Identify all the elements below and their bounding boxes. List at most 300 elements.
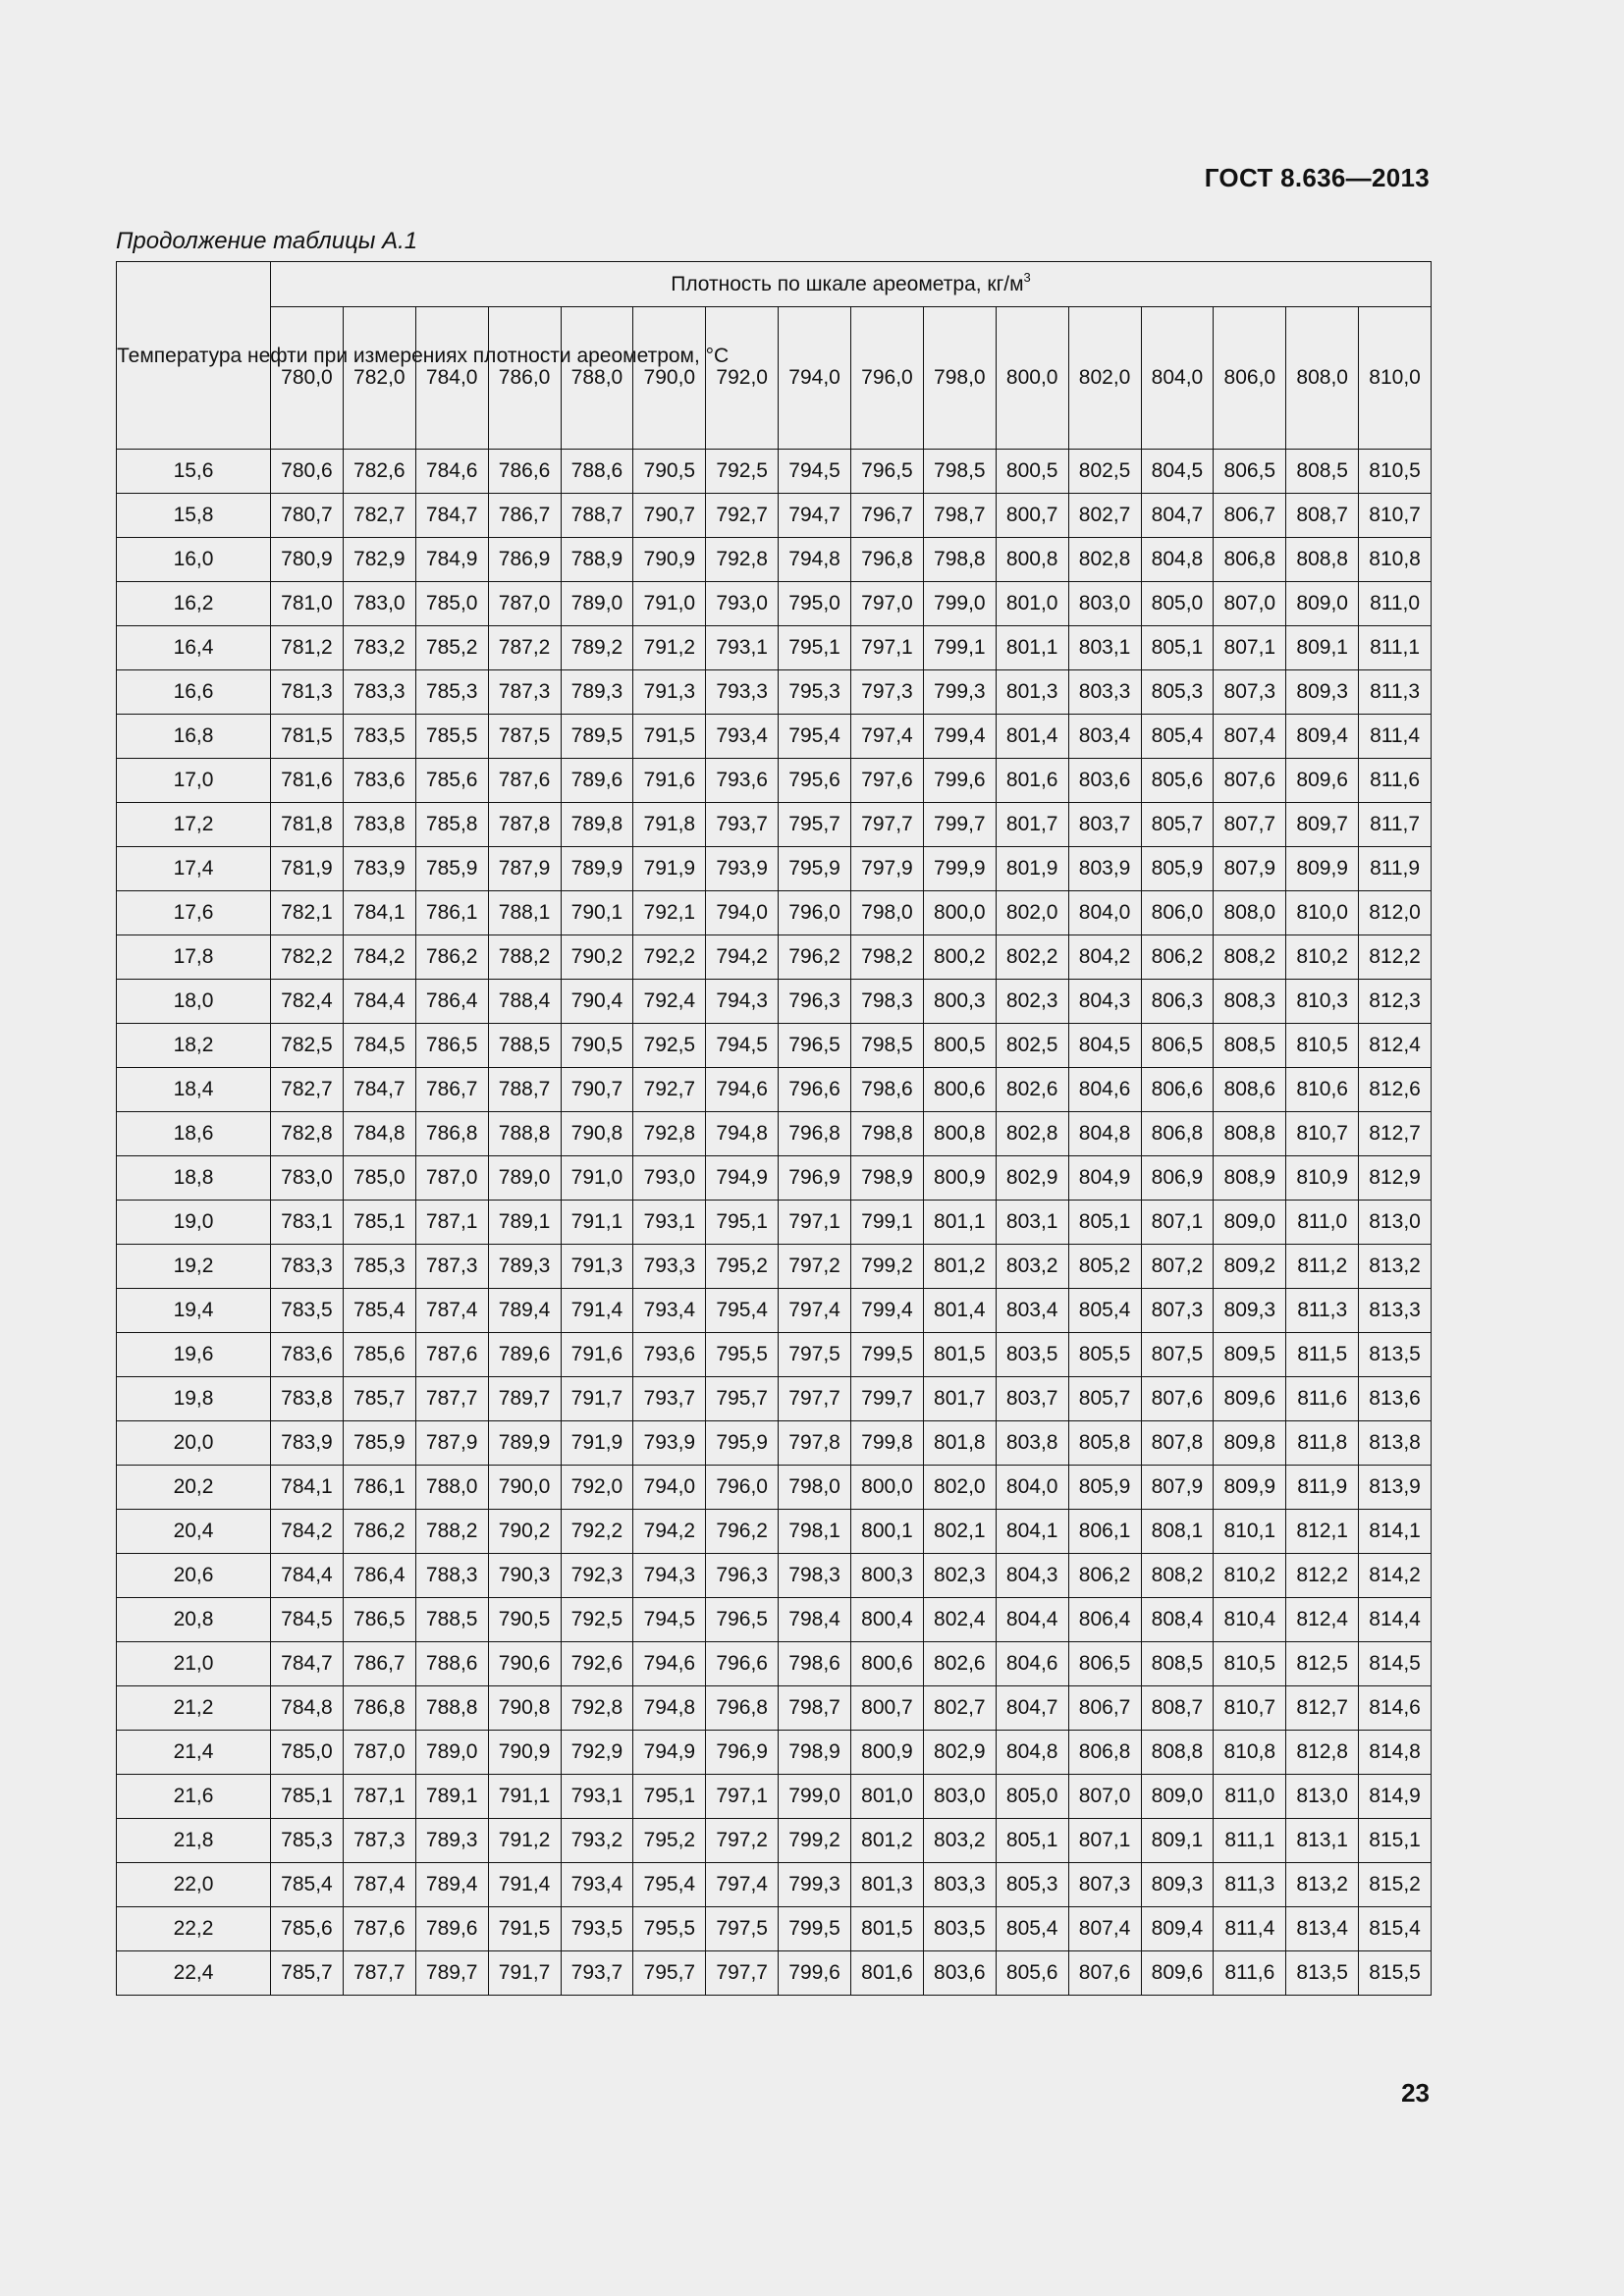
density-value-cell: 805,0: [996, 1775, 1068, 1819]
temperature-cell: 22,0: [117, 1863, 271, 1907]
density-value-cell: 797,7: [706, 1951, 779, 1996]
density-value-cell: 784,5: [343, 1024, 415, 1068]
density-value-cell: 805,7: [1141, 803, 1214, 847]
density-value-cell: 813,6: [1359, 1377, 1432, 1421]
density-value-cell: 798,6: [851, 1068, 924, 1112]
temperature-cell: 17,6: [117, 891, 271, 935]
density-value-cell: 798,1: [779, 1510, 851, 1554]
temperature-cell: 19,8: [117, 1377, 271, 1421]
density-value-cell: 797,7: [851, 803, 924, 847]
temperature-cell: 22,2: [117, 1907, 271, 1951]
density-value-cell: 795,4: [633, 1863, 706, 1907]
density-value-cell: 800,9: [851, 1731, 924, 1775]
table-row: [117, 450, 1432, 494]
density-value-cell: 804,8: [1068, 1112, 1141, 1156]
density-value-cell: 796,5: [851, 450, 924, 494]
density-value-cell: 788,1: [488, 891, 561, 935]
density-value-cell: 796,3: [779, 980, 851, 1024]
density-value-cell: 787,1: [343, 1775, 415, 1819]
density-value-cell: 803,6: [1068, 759, 1141, 803]
table-row: [117, 1112, 1432, 1156]
density-value-cell: 786,7: [415, 1068, 488, 1112]
density-value-cell: 800,6: [851, 1642, 924, 1686]
density-value-cell: 792,5: [706, 450, 779, 494]
density-value-cell: 807,6: [1141, 1377, 1214, 1421]
density-value-cell: 790,4: [561, 980, 633, 1024]
density-value-cell: 783,0: [343, 582, 415, 626]
density-value-cell: 792,3: [561, 1554, 633, 1598]
density-value-cell: 796,0: [706, 1466, 779, 1510]
density-value-cell: 789,8: [561, 803, 633, 847]
density-value-cell: 786,9: [488, 538, 561, 582]
density-value-cell: 805,4: [1068, 1289, 1141, 1333]
density-value-cell: 784,1: [271, 1466, 344, 1510]
density-value-cell: 782,2: [271, 935, 344, 980]
density-value-cell: 813,5: [1359, 1333, 1432, 1377]
density-value-cell: 795,2: [633, 1819, 706, 1863]
density-value-cell: 799,6: [923, 759, 996, 803]
density-value-cell: 809,0: [1214, 1201, 1286, 1245]
density-value-cell: 810,8: [1214, 1731, 1286, 1775]
density-value-cell: 785,0: [343, 1156, 415, 1201]
temperature-cell: 20,8: [117, 1598, 271, 1642]
density-value-cell: 797,4: [851, 715, 924, 759]
header-row-columns: [117, 307, 1432, 450]
density-value-cell: 781,6: [271, 759, 344, 803]
density-value-cell: 795,1: [706, 1201, 779, 1245]
table-row: [117, 1731, 1432, 1775]
table-row: [117, 1598, 1432, 1642]
density-value-cell: 781,0: [271, 582, 344, 626]
density-value-cell: 799,7: [923, 803, 996, 847]
density-value-cell: 789,6: [561, 759, 633, 803]
density-value-cell: 814,4: [1359, 1598, 1432, 1642]
density-value-cell: 793,3: [706, 670, 779, 715]
density-value-cell: 783,9: [343, 847, 415, 891]
density-value-cell: 806,8: [1214, 538, 1286, 582]
table-row: [117, 1642, 1432, 1686]
density-value-cell: 786,7: [343, 1642, 415, 1686]
density-value-cell: 789,3: [415, 1819, 488, 1863]
density-value-cell: 790,5: [561, 1024, 633, 1068]
table-caption: Продолжение таблицы А.1: [116, 228, 418, 254]
density-value-cell: 810,8: [1359, 538, 1432, 582]
density-value-cell: 786,7: [488, 494, 561, 538]
density-value-cell: 799,9: [923, 847, 996, 891]
density-value-cell: 809,6: [1141, 1951, 1214, 1996]
page-number: 23: [1401, 2078, 1430, 2108]
density-value-cell: 797,5: [779, 1333, 851, 1377]
density-value-cell: 784,1: [343, 891, 415, 935]
density-value-cell: 788,7: [488, 1068, 561, 1112]
density-value-cell: 801,2: [851, 1819, 924, 1863]
density-value-cell: 792,4: [633, 980, 706, 1024]
density-value-cell: 811,0: [1214, 1775, 1286, 1819]
density-value-cell: 788,6: [561, 450, 633, 494]
density-value-cell: 813,0: [1286, 1775, 1359, 1819]
density-column-header: 810,0: [1359, 307, 1432, 450]
density-value-cell: 791,3: [561, 1245, 633, 1289]
density-value-cell: 784,7: [415, 494, 488, 538]
density-value-cell: 803,1: [996, 1201, 1068, 1245]
density-value-cell: 794,6: [706, 1068, 779, 1112]
density-value-cell: 800,0: [923, 891, 996, 935]
density-value-cell: 797,1: [706, 1775, 779, 1819]
density-value-cell: 807,3: [1068, 1863, 1141, 1907]
density-value-cell: 811,9: [1286, 1466, 1359, 1510]
density-value-cell: 809,3: [1286, 670, 1359, 715]
density-value-cell: 796,9: [706, 1731, 779, 1775]
density-value-cell: 802,1: [923, 1510, 996, 1554]
density-value-cell: 785,1: [271, 1775, 344, 1819]
density-value-cell: 787,3: [343, 1819, 415, 1863]
density-value-cell: 812,4: [1286, 1598, 1359, 1642]
density-value-cell: 791,5: [633, 715, 706, 759]
density-value-cell: 799,5: [851, 1333, 924, 1377]
density-value-cell: 783,6: [343, 759, 415, 803]
density-value-cell: 809,6: [1286, 759, 1359, 803]
density-value-cell: 800,4: [851, 1598, 924, 1642]
density-value-cell: 781,2: [271, 626, 344, 670]
density-value-cell: 808,8: [1214, 1112, 1286, 1156]
density-value-cell: 809,1: [1286, 626, 1359, 670]
density-value-cell: 799,0: [779, 1775, 851, 1819]
density-value-cell: 795,5: [706, 1333, 779, 1377]
temperature-cell: 20,0: [117, 1421, 271, 1466]
density-value-cell: 788,5: [415, 1598, 488, 1642]
density-value-cell: 807,9: [1141, 1466, 1214, 1510]
table-row: [117, 803, 1432, 847]
density-value-cell: 790,3: [488, 1554, 561, 1598]
density-value-cell: 795,4: [779, 715, 851, 759]
density-value-cell: 804,9: [1068, 1156, 1141, 1201]
density-value-cell: 780,6: [271, 450, 344, 494]
density-value-cell: 783,8: [271, 1377, 344, 1421]
density-value-cell: 787,1: [415, 1201, 488, 1245]
density-value-cell: 807,3: [1141, 1289, 1214, 1333]
density-value-cell: 809,7: [1286, 803, 1359, 847]
density-value-cell: 811,4: [1359, 715, 1432, 759]
density-value-cell: 805,4: [996, 1907, 1068, 1951]
density-value-cell: 799,3: [779, 1863, 851, 1907]
density-value-cell: 803,9: [1068, 847, 1141, 891]
density-value-cell: 790,7: [633, 494, 706, 538]
density-value-cell: 802,4: [923, 1598, 996, 1642]
density-value-cell: 800,5: [923, 1024, 996, 1068]
document-code: ГОСТ 8.636—2013: [1204, 163, 1430, 192]
density-value-cell: 787,5: [488, 715, 561, 759]
density-value-cell: 812,0: [1359, 891, 1432, 935]
density-value-cell: 782,7: [343, 494, 415, 538]
density-value-cell: 812,8: [1286, 1731, 1359, 1775]
density-value-cell: 810,3: [1286, 980, 1359, 1024]
density-value-cell: 789,6: [488, 1333, 561, 1377]
density-value-cell: 801,4: [996, 715, 1068, 759]
density-value-cell: 804,8: [996, 1731, 1068, 1775]
density-value-cell: 780,7: [271, 494, 344, 538]
density-value-cell: 810,9: [1286, 1156, 1359, 1201]
density-value-cell: 794,6: [633, 1642, 706, 1686]
density-value-cell: 786,1: [415, 891, 488, 935]
density-value-cell: 800,8: [996, 538, 1068, 582]
density-value-cell: 808,5: [1141, 1642, 1214, 1686]
density-value-cell: 794,8: [779, 538, 851, 582]
table-row: [117, 1951, 1432, 1996]
density-value-cell: 804,5: [1068, 1024, 1141, 1068]
density-value-cell: 789,6: [415, 1907, 488, 1951]
density-value-cell: 799,2: [779, 1819, 851, 1863]
density-value-cell: 791,1: [488, 1775, 561, 1819]
density-value-cell: 788,2: [415, 1510, 488, 1554]
density-value-cell: 790,8: [488, 1686, 561, 1731]
density-value-cell: 788,3: [415, 1554, 488, 1598]
density-column-header: 808,0: [1286, 307, 1359, 450]
density-value-cell: 798,7: [779, 1686, 851, 1731]
density-value-cell: 796,0: [779, 891, 851, 935]
density-value-cell: 784,5: [271, 1598, 344, 1642]
density-value-cell: 810,5: [1214, 1642, 1286, 1686]
density-value-cell: 802,6: [923, 1642, 996, 1686]
density-value-cell: 807,0: [1214, 582, 1286, 626]
density-value-cell: 812,9: [1359, 1156, 1432, 1201]
density-value-cell: 798,5: [923, 450, 996, 494]
density-value-cell: 805,1: [996, 1819, 1068, 1863]
density-value-cell: 809,0: [1286, 582, 1359, 626]
temperature-cell: 18,6: [117, 1112, 271, 1156]
density-value-cell: 788,0: [415, 1466, 488, 1510]
density-value-cell: 806,8: [1141, 1112, 1214, 1156]
density-value-cell: 810,7: [1286, 1112, 1359, 1156]
density-value-cell: 804,3: [1068, 980, 1141, 1024]
density-value-cell: 791,6: [561, 1333, 633, 1377]
density-value-cell: 784,7: [343, 1068, 415, 1112]
density-value-cell: 800,1: [851, 1510, 924, 1554]
density-value-cell: 805,2: [1068, 1245, 1141, 1289]
density-value-cell: 790,7: [561, 1068, 633, 1112]
density-value-cell: 781,8: [271, 803, 344, 847]
temperature-cell: 18,8: [117, 1156, 271, 1201]
density-value-cell: 797,0: [851, 582, 924, 626]
density-value-cell: 791,7: [488, 1951, 561, 1996]
density-value-cell: 798,0: [779, 1466, 851, 1510]
density-column-header: 782,0: [343, 307, 415, 450]
density-value-cell: 807,6: [1068, 1951, 1141, 1996]
density-value-cell: 783,1: [271, 1201, 344, 1245]
density-value-cell: 786,8: [343, 1686, 415, 1731]
density-value-cell: 808,6: [1214, 1068, 1286, 1112]
temperature-cell: 19,2: [117, 1245, 271, 1289]
density-value-cell: 798,9: [851, 1156, 924, 1201]
density-value-cell: 792,5: [633, 1024, 706, 1068]
density-value-cell: 803,7: [996, 1377, 1068, 1421]
density-value-cell: 787,9: [488, 847, 561, 891]
density-value-cell: 792,8: [633, 1112, 706, 1156]
temperature-cell: 16,4: [117, 626, 271, 670]
temperature-cell: 17,2: [117, 803, 271, 847]
density-column-header: 802,0: [1068, 307, 1141, 450]
density-value-cell: 794,0: [633, 1466, 706, 1510]
density-value-cell: 794,5: [633, 1598, 706, 1642]
density-value-cell: 802,2: [996, 935, 1068, 980]
temperature-cell: 21,8: [117, 1819, 271, 1863]
density-value-cell: 805,6: [996, 1951, 1068, 1996]
density-value-cell: 809,8: [1214, 1421, 1286, 1466]
density-value-cell: 802,9: [996, 1156, 1068, 1201]
density-value-cell: 798,8: [923, 538, 996, 582]
density-value-cell: 796,3: [706, 1554, 779, 1598]
density-value-cell: 801,3: [851, 1863, 924, 1907]
density-value-cell: 815,5: [1359, 1951, 1432, 1996]
density-value-cell: 791,7: [561, 1377, 633, 1421]
table-row: [117, 847, 1432, 891]
density-value-cell: 806,5: [1141, 1024, 1214, 1068]
temperature-cell: 19,6: [117, 1333, 271, 1377]
density-value-cell: 786,4: [343, 1554, 415, 1598]
density-table: [116, 261, 1432, 1996]
temperature-cell: 17,8: [117, 935, 271, 980]
density-value-cell: 796,2: [779, 935, 851, 980]
density-value-cell: 785,6: [415, 759, 488, 803]
density-value-cell: 793,7: [633, 1377, 706, 1421]
density-value-cell: 808,7: [1141, 1686, 1214, 1731]
temperature-cell: 16,0: [117, 538, 271, 582]
density-value-cell: 792,2: [633, 935, 706, 980]
density-value-cell: 796,6: [779, 1068, 851, 1112]
density-value-cell: 785,6: [271, 1907, 344, 1951]
density-value-cell: 784,8: [271, 1686, 344, 1731]
density-value-cell: 808,3: [1214, 980, 1286, 1024]
density-value-cell: 800,5: [996, 450, 1068, 494]
density-value-cell: 806,0: [1141, 891, 1214, 935]
density-column-header: 790,0: [633, 307, 706, 450]
density-value-cell: 801,5: [923, 1333, 996, 1377]
density-value-cell: 796,5: [779, 1024, 851, 1068]
density-value-cell: 810,0: [1286, 891, 1359, 935]
density-value-cell: 790,5: [488, 1598, 561, 1642]
table-row: [117, 1068, 1432, 1112]
density-value-cell: 793,4: [561, 1863, 633, 1907]
density-value-cell: 795,9: [779, 847, 851, 891]
density-value-cell: 784,7: [271, 1642, 344, 1686]
density-value-cell: 811,0: [1359, 582, 1432, 626]
density-value-cell: 785,1: [343, 1201, 415, 1245]
density-value-cell: 805,8: [1068, 1421, 1141, 1466]
density-value-cell: 796,6: [706, 1642, 779, 1686]
density-value-cell: 802,3: [996, 980, 1068, 1024]
density-value-cell: 803,2: [923, 1819, 996, 1863]
density-value-cell: 807,4: [1068, 1907, 1141, 1951]
table-row: [117, 1686, 1432, 1731]
density-value-cell: 791,5: [488, 1907, 561, 1951]
density-value-cell: 785,3: [271, 1819, 344, 1863]
density-value-cell: 785,4: [271, 1863, 344, 1907]
density-value-cell: 810,5: [1286, 1024, 1359, 1068]
density-value-cell: 802,8: [1068, 538, 1141, 582]
density-value-cell: 791,8: [633, 803, 706, 847]
table-row: [117, 1466, 1432, 1510]
density-value-cell: 797,2: [779, 1245, 851, 1289]
density-value-cell: 804,2: [1068, 935, 1141, 980]
table-row: [117, 1863, 1432, 1907]
density-value-cell: 790,9: [488, 1731, 561, 1775]
temperature-cell: 20,2: [117, 1466, 271, 1510]
density-value-cell: 791,6: [633, 759, 706, 803]
density-value-cell: 797,8: [779, 1421, 851, 1466]
density-value-cell: 790,2: [561, 935, 633, 980]
temperature-cell: 16,8: [117, 715, 271, 759]
density-value-cell: 797,3: [851, 670, 924, 715]
density-value-cell: 801,3: [996, 670, 1068, 715]
density-column-header: 806,0: [1214, 307, 1286, 450]
density-value-cell: 810,4: [1214, 1598, 1286, 1642]
density-value-cell: 795,5: [633, 1907, 706, 1951]
density-value-cell: 787,2: [488, 626, 561, 670]
density-value-cell: 802,7: [923, 1686, 996, 1731]
density-value-cell: 784,2: [271, 1510, 344, 1554]
density-value-cell: 781,9: [271, 847, 344, 891]
density-value-cell: 780,9: [271, 538, 344, 582]
density-value-cell: 807,6: [1214, 759, 1286, 803]
density-value-cell: 813,4: [1286, 1907, 1359, 1951]
density-value-cell: 789,0: [561, 582, 633, 626]
density-value-cell: 805,4: [1141, 715, 1214, 759]
density-value-cell: 809,0: [1141, 1775, 1214, 1819]
density-value-cell: 784,6: [415, 450, 488, 494]
density-value-cell: 796,5: [706, 1598, 779, 1642]
density-value-cell: 799,1: [923, 626, 996, 670]
density-value-cell: 798,9: [779, 1731, 851, 1775]
density-value-cell: 784,4: [271, 1554, 344, 1598]
density-value-cell: 810,7: [1214, 1686, 1286, 1731]
density-value-cell: 804,8: [1141, 538, 1214, 582]
density-value-cell: 796,7: [851, 494, 924, 538]
temperature-cell: 17,4: [117, 847, 271, 891]
density-value-cell: 799,5: [779, 1907, 851, 1951]
density-value-cell: 807,7: [1214, 803, 1286, 847]
density-value-cell: 797,4: [706, 1863, 779, 1907]
table-row: [117, 1421, 1432, 1466]
density-value-cell: 791,3: [633, 670, 706, 715]
density-value-cell: 789,1: [488, 1201, 561, 1245]
density-value-cell: 789,4: [415, 1863, 488, 1907]
density-value-cell: 793,4: [633, 1289, 706, 1333]
density-value-cell: 803,0: [923, 1775, 996, 1819]
density-value-cell: 812,1: [1286, 1510, 1359, 1554]
density-value-cell: 797,4: [779, 1289, 851, 1333]
density-value-cell: 794,9: [706, 1156, 779, 1201]
density-value-cell: 792,7: [706, 494, 779, 538]
density-value-cell: 814,1: [1359, 1510, 1432, 1554]
density-value-cell: 792,6: [561, 1642, 633, 1686]
density-value-cell: 795,7: [633, 1951, 706, 1996]
density-value-cell: 813,2: [1286, 1863, 1359, 1907]
density-value-cell: 805,0: [1141, 582, 1214, 626]
density-column-header: 780,0: [271, 307, 344, 450]
density-value-cell: 803,8: [996, 1421, 1068, 1466]
density-value-cell: 800,8: [923, 1112, 996, 1156]
density-value-cell: 786,5: [415, 1024, 488, 1068]
density-column-header: 800,0: [996, 307, 1068, 450]
density-value-cell: 788,7: [561, 494, 633, 538]
density-value-cell: 796,8: [779, 1112, 851, 1156]
density-value-cell: 792,1: [633, 891, 706, 935]
density-value-cell: 800,9: [923, 1156, 996, 1201]
density-value-cell: 799,4: [923, 715, 996, 759]
density-value-cell: 788,2: [488, 935, 561, 980]
density-value-cell: 787,3: [488, 670, 561, 715]
density-value-cell: 815,2: [1359, 1863, 1432, 1907]
density-value-cell: 786,6: [488, 450, 561, 494]
